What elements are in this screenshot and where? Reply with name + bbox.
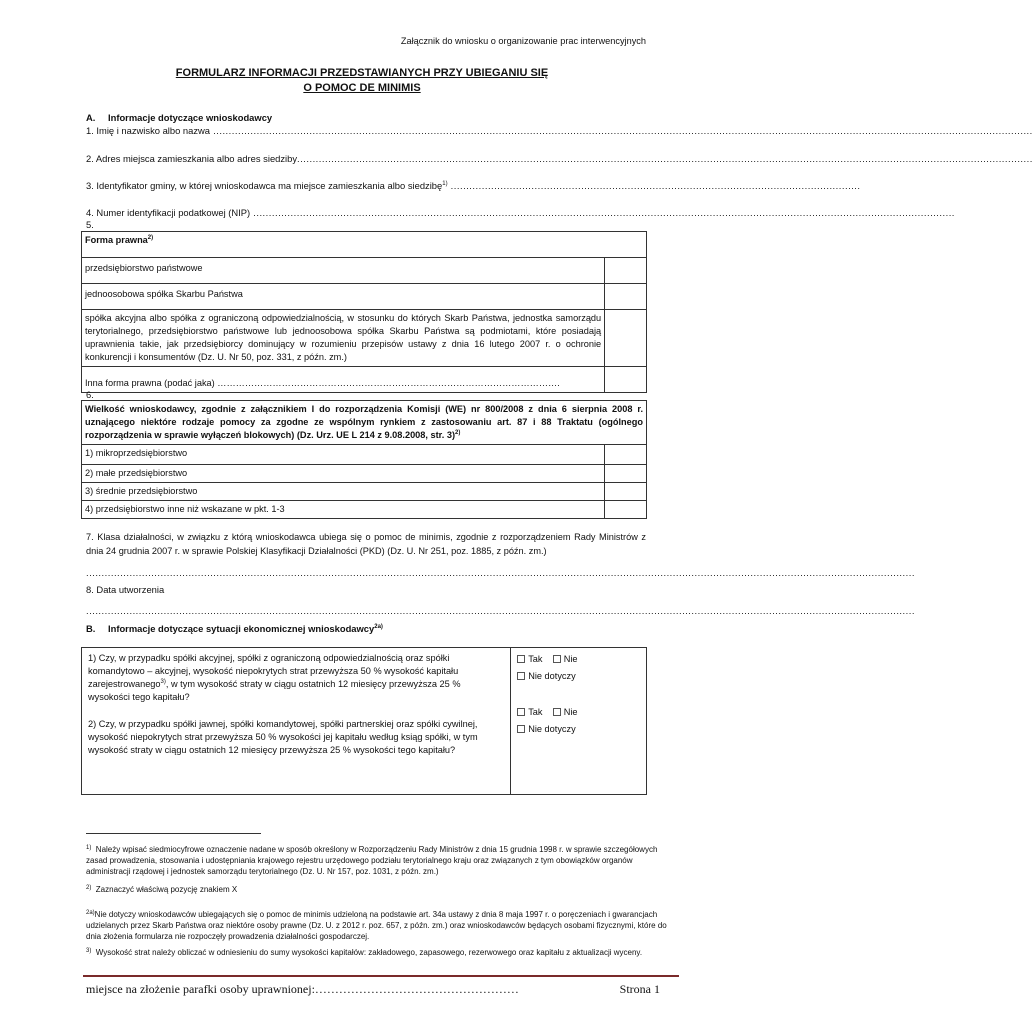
checkbox-tak-q1[interactable] (517, 655, 525, 663)
form-title (0, 66, 724, 96)
section-a-heading (86, 112, 272, 123)
legal-form-table (81, 231, 647, 393)
footnote-separator (86, 833, 261, 834)
field-address[interactable]: 2. Adres miejsca zamieszkania albo adres siedziby............................................................................................................................................................................................................................................. (86, 153, 1033, 164)
field-name-label: 1. Imię i nazwisko albo nazwa (86, 125, 211, 136)
field-date-label: 8. Data utworzenia (86, 584, 165, 595)
company-size-option: 1) mikroprzedsiębiorstwo (82, 445, 605, 465)
footer-rule (83, 975, 679, 977)
field-municipality[interactable]: 3. Identyfikator gminy, w której wnioskodawca ma miejsce zamieszkania albo siedzibę$^{1)}$ .................................................................................................................................... (86, 180, 861, 191)
initials-field[interactable]: miejsce na złożenie parafki osoby uprawnionej:…………………………………………… (86, 982, 519, 996)
section-a-letter: A. (86, 112, 96, 123)
option-label: Nie (563, 654, 578, 664)
field-pkd-label: 7. Klasa działalności, w związku z którą wnioskodawca ubiega się o pomoc de minimis, zgodnie z rozporządzeniem Rady Ministrów z dnia 24 grudnia 2007 r. w sprawie Polskiej Klasyfikacji Działalności (PKD) (Dz. U. Nr 251, poz. 1885, z późn. zm.) (86, 532, 646, 556)
legal-form-option: jednoosobowa spółka Skarbu Państwa (82, 284, 605, 310)
field-address-label: 2. Adres miejsca zamieszkania albo adres siedziby (86, 153, 298, 164)
company-size-option: 3) średnie przedsiębiorstwo (82, 483, 605, 501)
section-b-title: Informacje dotyczące sytuacji ekonomicznej wnioskodawcy (108, 623, 375, 634)
economic-situation-table (81, 647, 647, 795)
field-nip[interactable]: 4. Numer identyfikacji podatkowej (NIP) .................................................................................................................................................................................................................................. (86, 207, 955, 218)
checkbox-nie-dotyczy-q1[interactable] (517, 672, 525, 680)
option-label: Nie dotyczy (528, 724, 576, 734)
field-nip-label: 4. Numer identyfikacji podatkowej (NIP) (86, 207, 251, 218)
questions-cell (82, 648, 511, 795)
option-label: Tak (528, 707, 543, 717)
answers-cell (511, 648, 647, 795)
company-size-check[interactable] (605, 465, 647, 483)
field-5-number: 5. (86, 219, 94, 230)
footnote-2: $^{2)}$ Zaznaczyć właściwą pozycję znakiem X (86, 885, 238, 894)
company-size-header: Wielkość wnioskodawcy, zgodnie z załącznikiem I do rozporządzenia Komisji (WE) nr 800/2008 z dnia 6 sierpnia 2008 r. uznającego niektóre rodzaje pomocy za zgodne ze wspólnym rynkiem z zastosowaniu art. 87 i 88 Traktatu (ogólnego rozporządzenia w sprawie wyłączeń blokowych) (Dz. Urz. UE L 214 z 9.08.2008, str. 3)$^{2)}$ (82, 401, 647, 445)
field-pkd-input[interactable]: ........................................................................................................................................................................................................................................................................... (86, 567, 915, 578)
legal-form-option: przedsiębiorstwo państwowe (82, 258, 605, 284)
section-b-heading (86, 623, 383, 634)
legal-form-check[interactable] (605, 258, 647, 284)
field-6-number: 6. (86, 389, 94, 400)
checkbox-nie-q1[interactable] (553, 655, 561, 663)
page-number: Strona 1 (619, 982, 660, 996)
company-size-table (81, 400, 647, 519)
checkbox-tak-q2[interactable] (517, 708, 525, 716)
question-2: 2) Czy, w przypadku spółki jawnej, spółki komandytowej, spółki partnerskiej oraz spółki cywilnej, wysokość niepokrytych strat przewyższa 50 % wysokości jej kapitału według ksiąg spółki, w tym wysokość straty w ciągu ostatnich 12 miesięcy przewyższa 25 % wysokości tego kapitału? (88, 719, 478, 755)
title-line-2: O POMOC DE MINIMIS (303, 82, 421, 94)
footnote-3: $^{3)}$ Wysokość strat należy obliczać w odniesieniu do sumy wysokości kapitałów: zakładowego, zapasowego, rezerwowego oraz kapitału z aktualizacji wyceny. (86, 948, 643, 957)
footnote-2a: $^{2a)}$Nie dotyczy wnioskodawców ubiegających się o pomoc de minimis udzieloną na podstawie art. 34a ustawy z dnia 8 maja 1997 r. o poręczeniach i gwarancjach udzielanych przez Skarb Państwa oraz niektóre osoby prawne (Dz. U. z 2012 r. poz. 657, z późn. zm.) oraz wnioskodawców będących osobami fizycznymi, które do dnia złożenia formularza nie rozpoczęły prowadzenia działalności gospodarczej. (86, 910, 667, 941)
section-b-letter: B. (86, 623, 96, 634)
title-line-1: FORMULARZ INFORMACJI PRZEDSTAWIANYCH PRZY UBIEGANIU SIĘ (175, 67, 549, 79)
company-size-check[interactable] (605, 445, 647, 465)
option-label: Nie dotyczy (528, 671, 576, 681)
page-footer (86, 982, 660, 997)
field-date-input[interactable]: ........................................................................................................................................................................................................................................................................... (86, 605, 915, 616)
question-1: 1) Czy, w przypadku spółki akcyjnej, spółki z ograniczoną odpowiedzialnością oraz spółki komandytowo – akcyjnej, wysokość niepokrytych strat przewyższa 50 % wysokość kapitału zarejestrowanego$^{3)}$, w tym wysokość straty w ciągu ostatnich 12 miesięcy przewyższa 25 % wysokości tego kapitału? (88, 653, 461, 702)
legal-form-check[interactable] (605, 310, 647, 367)
footnote-1: $^{1)}$ Należy wpisać siedmiocyfrowe oznaczenie nadane w sposób określony w Rozporządzeniu Rady Ministrów z dnia 15 grudnia 1998 r. w sprawie szczegółowych zasad prowadzenia, stosowania i udostępniania krajowego rejestru urzędowego podziału terytorialnego kraju oraz związanych z tym obowiązków organów administracji rządowej i jednostek samorządu terytorialnego (Dz. U. Nr 157, poz. 1031, z późn. zm.) (86, 845, 658, 876)
company-size-option: 4) przedsiębiorstwo inne niż wskazane w pkt. 1-3 (82, 501, 605, 519)
field-municipality-label: 3. Identyfikator gminy, w której wnioskodawca ma miejsce zamieszkania albo siedzibę (86, 180, 443, 191)
company-size-check[interactable] (605, 483, 647, 501)
legal-form-option: spółka akcyjna albo spółka z ograniczoną odpowiedzialnością, w stosunku do których Skarb Państwa, jednostka samorządu terytorialnego, przedsiębiorstwo państwowe lub jednoosobowa spółka Skarbu Państwa są podmiotami, które posiadają uprawnienia takie, jak przedsiębiorcy dominujący w rozumieniu przepisów ustawy z dnia 16 lutego 2007 r. o ochronie konkurencji i konsumentów (Dz. U. Nr 50, poz. 331, z późn. zm.) (82, 310, 605, 367)
company-size-check[interactable] (605, 501, 647, 519)
checkbox-nie-q2[interactable] (553, 708, 561, 716)
footnote-ref: 2a) (374, 624, 383, 630)
section-a-title: Informacje dotyczące wnioskodawcy (108, 112, 273, 123)
company-size-option: 2) małe przedsiębiorstwo (82, 465, 605, 483)
field-name[interactable]: 1. Imię i nazwisko albo nazwa ........................................................................................................................................................................................................................................................................ (86, 125, 1033, 136)
legal-form-header: Forma prawna$^{2)}$ (82, 232, 647, 258)
header-note: Załącznik do wniosku o organizowanie prac interwencyjnych (400, 36, 646, 46)
legal-form-other[interactable]: Inna forma prawna (podać jaka) …………………………………………………………………………………………………. (82, 367, 605, 393)
option-label: Nie (563, 707, 578, 717)
option-label: Tak (528, 654, 543, 664)
footnote-ref: 1) (442, 181, 448, 187)
legal-form-check[interactable] (605, 284, 647, 310)
checkbox-nie-dotyczy-q2[interactable] (517, 725, 525, 733)
